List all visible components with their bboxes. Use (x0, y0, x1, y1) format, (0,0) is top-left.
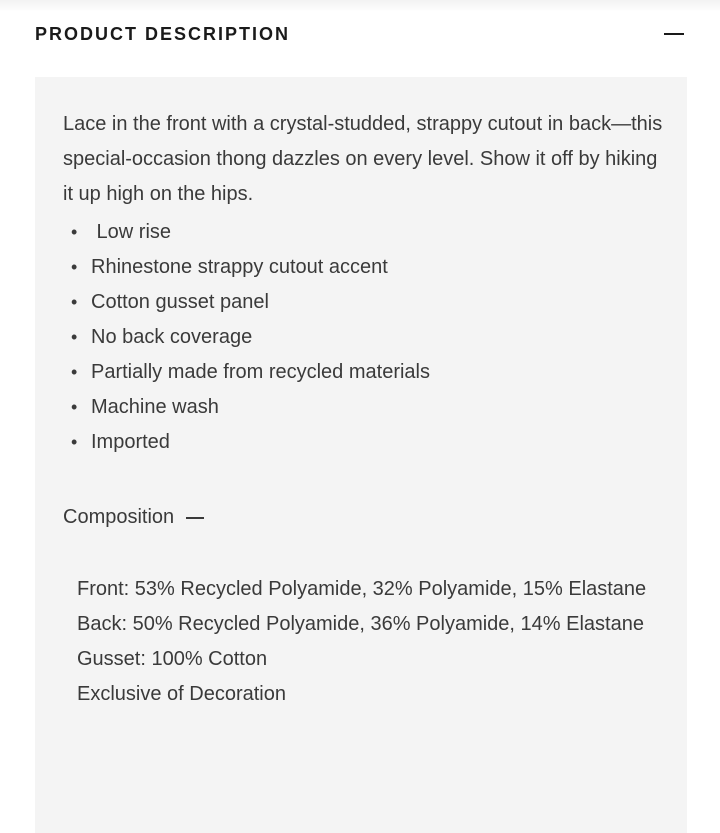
description-panel (35, 77, 687, 833)
feature-label: Rhinestone strappy cutout accent (91, 256, 388, 278)
feature-item (71, 425, 430, 460)
feature-item (71, 285, 430, 320)
collapse-section-button[interactable] (663, 23, 685, 45)
feature-label: No back coverage (91, 326, 253, 348)
bullet-icon: • (71, 327, 78, 347)
feature-label: Machine wash (91, 396, 219, 418)
minus-icon (664, 33, 684, 35)
description-text: Lace in the front with a crystal-studded, strappy cutout in back—this special-occasion thong dazzles on every level. Show it off by hiking it up high on the hips. (63, 113, 663, 205)
composition-content (77, 572, 667, 712)
bullet-icon: • (71, 397, 78, 417)
bullet-icon: • (71, 432, 78, 452)
composition-line: Gusset: 100% Cotton (77, 648, 268, 670)
feature-label: Cotton gusset panel (91, 291, 269, 313)
bullet-icon: • (71, 257, 78, 277)
composition-line: Front: 53% Recycled Polyamide, 32% Polyamide, 15% Elastane (77, 578, 647, 600)
product-description-header[interactable] (35, 22, 685, 46)
bullet-icon: • (71, 362, 78, 382)
feature-item (71, 215, 430, 250)
feature-label: Imported (91, 431, 170, 453)
feature-item (71, 390, 430, 425)
feature-label: Partially made from recycled materials (91, 361, 430, 383)
section-title: PRODUCT DESCRIPTION (35, 23, 291, 44)
feature-list (71, 215, 430, 460)
bullet-icon: • (71, 222, 78, 242)
composition-line: Exclusive of Decoration (77, 683, 286, 705)
feature-item (71, 320, 430, 355)
feature-label: Low rise (91, 221, 172, 243)
composition-line: Back: 50% Recycled Polyamide, 36% Polyamide, 14% Elastane (77, 613, 644, 635)
top-shadow (0, 0, 720, 12)
bullet-icon: • (71, 292, 78, 312)
feature-item (71, 250, 430, 285)
minus-icon (186, 517, 204, 519)
feature-item (71, 355, 430, 390)
composition-label: Composition (63, 506, 175, 528)
composition-toggle-button[interactable] (63, 500, 204, 535)
